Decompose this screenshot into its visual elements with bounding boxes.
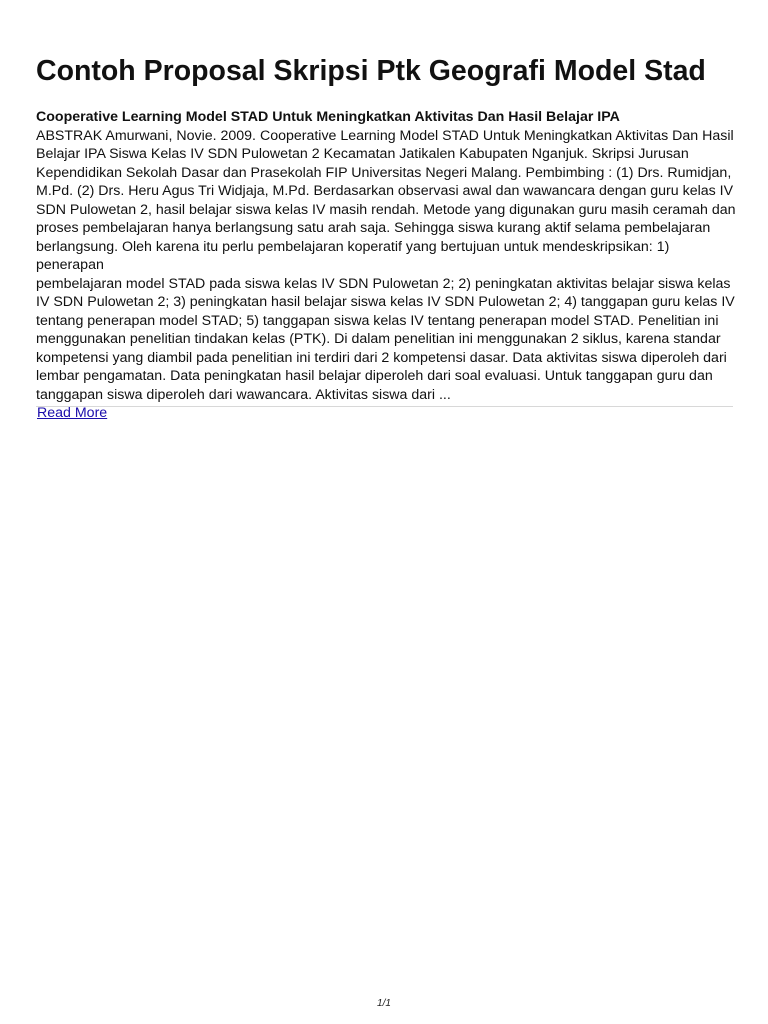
article-abstract: ABSTRAK Amurwani, Novie. 2009. Cooperative Learning Model STAD Untuk Meningkatkan Aktivitas Dan Hasil Belajar IPA Siswa Kelas IV SDN Pulowetan 2 Kecamatan Jatikalen Kabupaten Nganjuk. Skripsi Jurusan Kependidikan Sekolah Dasar dan Prasekolah FIP Universitas Negeri Malang. Pembimbing : (1) Drs. Rumidjan, M.Pd. (2) Drs. Heru Agus Tri Widjaja, M.Pd. Berdasarkan observasi awal dan wawancara dengan guru kelas IV SDN Pulowetan 2, hasil belajar siswa kelas IV masih rendah. Metode yang digunakan guru masih ceramah dan proses pembelajaran hanya berlangsung satu arah saja. Sehingga siswa kurang aktif selama pembelajaran berlangsung. Oleh karena itu perlu pembelajaran koperatif yang bertujuan untuk mendeskripsikan: 1) penerapan pembelajaran model STAD pada siswa kelas IV SDN Pulowetan 2; 2) peningkatan aktivitas belajar siswa kelas IV SDN Pulowetan 2; 3) peningkatan hasil belajar siswa kelas IV SDN Pulowetan 2; 4) tanggapan guru kelas IV tentang penerapan model STAD; 5) tanggapan siswa kelas IV tentang penerapan model STAD. Penelitian ini menggunakan penelitian tindakan kelas (PTK). Di dalam penelitian ini menggunakan 2 siklus, karena standar kompetensi yang diambil pada penelitian ini terdiri dari 2 kompetensi dasar. Data aktivitas siswa diperoleh dari lembar pengamatan. Data peningkatan hasil belajar diperoleh dari soal evaluasi. Untuk tanggapan guru dan tanggapan siswa diperoleh dari wawancara. Aktivitas siswa dari ... xyxy=(36,127,736,403)
read-more-link[interactable]: Read More xyxy=(37,405,108,421)
page-number: 1/1 xyxy=(377,998,391,1009)
article-entry xyxy=(36,108,736,423)
page-title: Contoh Proposal Skripsi Ptk Geografi Model Stad xyxy=(36,55,706,87)
article-title: Cooperative Learning Model STAD Untuk Meningkatkan Aktivitas Dan Hasil Belajar IPA xyxy=(36,109,620,125)
divider xyxy=(36,406,733,407)
